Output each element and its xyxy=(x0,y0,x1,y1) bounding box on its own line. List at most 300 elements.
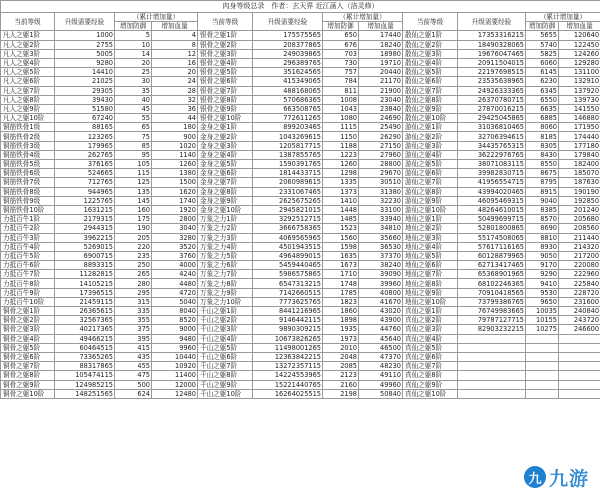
header-exp-1: 升级需要经验 xyxy=(253,13,323,31)
defense-cell: 250 xyxy=(115,261,152,270)
table-row xyxy=(1,288,600,297)
hp-cell: 225840 xyxy=(559,279,600,288)
table-row xyxy=(1,68,600,77)
defense-cell: 125 xyxy=(115,178,152,187)
hp-cell xyxy=(559,343,600,352)
exp-cell: 208377865 xyxy=(253,40,323,49)
hp-cell: 30510 xyxy=(359,178,403,187)
exp-cell: 148251565 xyxy=(55,389,115,398)
hp-cell: 8520 xyxy=(152,316,198,325)
exp-cell: 1000 xyxy=(55,31,115,40)
exp-cell: 34435765315 xyxy=(458,141,526,150)
hp-cell: 28 xyxy=(152,86,198,95)
level-cell: 金身之躯9阶 xyxy=(198,196,253,205)
exp-cell: 62713417465 xyxy=(458,261,526,270)
hp-cell: 3760 xyxy=(152,251,198,260)
hp-cell xyxy=(559,389,600,398)
hp-cell: 44 xyxy=(152,114,198,123)
defense-cell xyxy=(526,334,559,343)
hp-cell: 47370 xyxy=(359,352,403,361)
level-cell: 力抵百牛6阶 xyxy=(1,261,55,270)
hp-cell: 38240 xyxy=(359,261,403,270)
exp-cell: 40217365 xyxy=(55,325,115,334)
hp-cell: 33940 xyxy=(359,215,403,224)
hp-cell xyxy=(559,352,600,361)
level-cell: 银骨之躯7阶 xyxy=(198,86,253,95)
exp-cell: 73365265 xyxy=(55,352,115,361)
hp-cell: 1260 xyxy=(152,160,198,169)
level-cell: 游仙之躯10阶 xyxy=(403,205,458,214)
exp-cell: 6900715 xyxy=(55,251,115,260)
level-cell: 散仙之躯10阶 xyxy=(403,114,458,123)
hp-cell: 10920 xyxy=(152,362,198,371)
hp-cell: 32 xyxy=(152,95,198,104)
defense-cell: 145 xyxy=(115,196,152,205)
level-cell: 银骨之躯1阶 xyxy=(198,31,253,40)
hp-cell xyxy=(559,334,600,343)
hp-cell: 24 xyxy=(152,77,198,86)
defense-cell: 375 xyxy=(115,325,152,334)
defense-cell: 1560 xyxy=(323,233,359,242)
defense-cell: 1150 xyxy=(323,132,359,141)
exp-cell: 16264025515 xyxy=(253,389,323,398)
level-cell: 散仙之躯1阶 xyxy=(403,31,458,40)
level-cell: 地仙之躯9阶 xyxy=(403,288,458,297)
exp-cell: 73799386765 xyxy=(458,297,526,306)
table-row xyxy=(1,40,600,49)
defense-cell: 5 xyxy=(115,31,152,40)
defense-cell: 175 xyxy=(115,215,152,224)
level-cell: 地仙之躯8阶 xyxy=(403,279,458,288)
hp-cell: 4480 xyxy=(152,279,198,288)
defense-cell: 25 xyxy=(115,68,152,77)
table-row xyxy=(1,233,600,242)
defense-cell: 395 xyxy=(115,334,152,343)
exp-cell: 22197698515 xyxy=(458,68,526,77)
exp-cell: 249039865 xyxy=(253,49,323,58)
hp-cell: 4720 xyxy=(152,288,198,297)
level-cell: 游仙之躯8阶 xyxy=(403,187,458,196)
level-cell: 散仙之躯8阶 xyxy=(403,95,458,104)
header-hp-0: 增加血量 xyxy=(152,22,198,31)
defense-cell: 1823 xyxy=(323,297,359,306)
level-cell: 银骨之躯5阶 xyxy=(198,68,253,77)
defense-cell: 8060 xyxy=(526,123,559,132)
table-row xyxy=(1,362,600,371)
exp-cell: 1631215 xyxy=(55,205,115,214)
exp-cell: 39982830715 xyxy=(458,169,526,178)
hp-cell: 39960 xyxy=(359,279,403,288)
exp-cell: 24926333365 xyxy=(458,86,526,95)
exp-cell: 570686365 xyxy=(253,95,323,104)
defense-cell: 14 xyxy=(115,49,152,58)
level-cell: 万象之力5阶 xyxy=(198,251,253,260)
exp-cell: 17353316215 xyxy=(458,31,526,40)
hp-cell: 19710 xyxy=(359,58,403,67)
defense-cell: 8385 xyxy=(526,205,559,214)
exp-cell: 663508765 xyxy=(253,104,323,113)
hp-cell: 4 xyxy=(152,31,198,40)
hp-cell: 8040 xyxy=(152,307,198,316)
defense-cell: 1298 xyxy=(323,169,359,178)
defense-cell: 295 xyxy=(115,288,152,297)
exp-cell: 415349065 xyxy=(253,77,323,86)
level-cell: 银骨之躯6阶 xyxy=(198,77,253,86)
level-cell: 游仙之躯7阶 xyxy=(403,178,458,187)
exp-cell: 351624565 xyxy=(253,68,323,77)
hp-cell: 26290 xyxy=(359,132,403,141)
level-cell: 散仙之躯6阶 xyxy=(403,77,458,86)
hp-cell: 24690 xyxy=(359,114,403,123)
exp-cell: 899203465 xyxy=(253,123,323,132)
hp-cell: 180 xyxy=(152,123,198,132)
level-cell: 地仙之躯6阶 xyxy=(403,261,458,270)
hp-cell: 48230 xyxy=(359,362,403,371)
sheet-title: 肉身等级总录 作者：玄天界 近江菡人（洛灵修） xyxy=(1,1,600,13)
level-cell: 游仙之躯5阶 xyxy=(403,160,458,169)
table-row xyxy=(1,307,600,316)
hp-cell: 185070 xyxy=(559,169,600,178)
level-cell: 千山之躯10阶 xyxy=(198,389,253,398)
defense-cell: 8810 xyxy=(526,233,559,242)
level-cell: 力抵百牛3阶 xyxy=(1,233,55,242)
hp-cell: 18980 xyxy=(359,49,403,58)
header-hp-2: 增加血量 xyxy=(559,22,600,31)
defense-cell: 1635 xyxy=(323,251,359,260)
defense-cell: 315 xyxy=(115,297,152,306)
table-row xyxy=(1,123,600,132)
defense-cell: 6145 xyxy=(526,68,559,77)
table-row xyxy=(1,297,600,306)
defense-cell: 435 xyxy=(115,352,152,361)
level-cell: 铜筋铁骨6级 xyxy=(1,169,55,178)
hp-cell: 12 xyxy=(152,49,198,58)
header-defense-2: 增加防御 xyxy=(526,22,559,31)
hp-cell: 27960 xyxy=(359,150,403,159)
header-cumulative-2: （累计增加量） xyxy=(526,13,600,22)
defense-cell: 2198 xyxy=(323,389,359,398)
level-cell: 地仙之躯5阶 xyxy=(403,251,458,260)
exp-cell xyxy=(458,343,526,352)
exp-cell: 88165 xyxy=(55,123,115,132)
level-cell: 凡人之躯8阶 xyxy=(1,95,55,104)
defense-cell: 1523 xyxy=(323,224,359,233)
level-cell: 游仙之躯9阶 xyxy=(403,196,458,205)
exp-cell: 29305 xyxy=(55,86,115,95)
defense-cell: 1043 xyxy=(323,104,359,113)
exp-cell: 26365615 xyxy=(55,307,115,316)
exp-cell: 944965 xyxy=(55,187,115,196)
hp-cell: 2800 xyxy=(152,215,198,224)
level-cell: 银骨之躯10阶 xyxy=(198,114,253,123)
exp-cell: 2625675265 xyxy=(253,196,323,205)
table-row xyxy=(1,205,600,214)
exp-cell: 14410 xyxy=(55,68,115,77)
level-cell: 万象之力1阶 xyxy=(198,215,253,224)
hp-cell: 20440 xyxy=(359,68,403,77)
title-row xyxy=(1,1,600,13)
hp-cell: 222960 xyxy=(559,270,600,279)
exp-cell: 79787127715 xyxy=(458,316,526,325)
level-cell: 万象之力7阶 xyxy=(198,270,253,279)
table-row xyxy=(1,261,600,270)
level-cell: 散仙之躯2阶 xyxy=(403,40,458,49)
defense-cell: 265 xyxy=(115,270,152,279)
defense-cell: 220 xyxy=(115,242,152,251)
table-row xyxy=(1,77,600,86)
defense-cell: 8305 xyxy=(526,141,559,150)
level-cell: 力抵百牛1阶 xyxy=(1,215,55,224)
defense-cell: 1260 xyxy=(323,160,359,169)
level-cell: 真仙之躯4阶 xyxy=(403,334,458,343)
exp-cell: 60464515 xyxy=(55,343,115,352)
exp-cell: 12363842215 xyxy=(253,352,323,361)
level-cell: 游仙之躯1阶 xyxy=(403,123,458,132)
hp-cell: 900 xyxy=(152,132,198,141)
exp-cell: 18490328065 xyxy=(458,40,526,49)
level-cell: 金身之躯3阶 xyxy=(198,141,253,150)
level-cell: 金身之躯1阶 xyxy=(198,123,253,132)
level-cell: 千山之躯4阶 xyxy=(198,334,253,343)
hp-cell: 1740 xyxy=(152,196,198,205)
level-cell: 真仙之躯2阶 xyxy=(403,316,458,325)
level-cell: 千山之躯3阶 xyxy=(198,325,253,334)
level-cell: 铜骨之躯1阶 xyxy=(1,307,55,316)
table-row xyxy=(1,279,600,288)
table-row xyxy=(1,242,600,251)
level-cell: 铜筋铁骨4级 xyxy=(1,150,55,159)
exp-cell: 68102246365 xyxy=(458,279,526,288)
hp-cell: 33100 xyxy=(359,205,403,214)
level-cell: 铜筋铁骨8级 xyxy=(1,187,55,196)
exp-cell: 8893315 xyxy=(55,261,115,270)
defense-cell: 1410 xyxy=(323,196,359,205)
level-cell: 地仙之躯7阶 xyxy=(403,270,458,279)
table-row xyxy=(1,215,600,224)
exp-cell: 1225765 xyxy=(55,196,115,205)
defense-cell: 730 xyxy=(323,58,359,67)
hp-cell: 122450 xyxy=(559,40,600,49)
exp-cell: 124985215 xyxy=(55,380,115,389)
level-cell: 凡人之躯7阶 xyxy=(1,86,55,95)
exp-cell: 26370780715 xyxy=(458,95,526,104)
hp-cell: 16 xyxy=(152,58,198,67)
hp-cell: 1020 xyxy=(152,141,198,150)
exp-cell: 11282815 xyxy=(55,270,115,279)
level-cell: 银骨之躯4阶 xyxy=(198,58,253,67)
table-row xyxy=(1,169,600,178)
defense-cell: 355 xyxy=(115,316,152,325)
exp-cell: 41956554715 xyxy=(458,178,526,187)
table-row xyxy=(1,352,600,361)
defense-cell: 10 xyxy=(115,40,152,49)
exp-cell: 17396515 xyxy=(55,288,115,297)
defense-cell: 1860 xyxy=(323,307,359,316)
level-cell: 金身之躯4阶 xyxy=(198,150,253,159)
exp-cell: 36222976765 xyxy=(458,150,526,159)
defense-cell: 1008 xyxy=(323,95,359,104)
exp-cell: 38071083115 xyxy=(458,160,526,169)
table-row xyxy=(1,316,600,325)
exp-cell: 82903232215 xyxy=(458,325,526,334)
hp-cell: 25490 xyxy=(359,123,403,132)
defense-cell: 2160 xyxy=(323,380,359,389)
defense-cell: 8915 xyxy=(526,187,559,196)
level-cell: 游仙之躯4阶 xyxy=(403,150,458,159)
hp-cell: 1500 xyxy=(152,178,198,187)
exp-cell: 296389765 xyxy=(253,58,323,67)
exp-cell: 6547313215 xyxy=(253,279,323,288)
table-row xyxy=(1,49,600,58)
defense-cell: 8185 xyxy=(526,132,559,141)
level-cell: 散仙之躯9阶 xyxy=(403,104,458,113)
exp-cell: 262765 xyxy=(55,150,115,159)
level-cell: 万象之力8阶 xyxy=(198,279,253,288)
hp-cell: 139730 xyxy=(559,95,600,104)
level-cell: 金身之躯2阶 xyxy=(198,132,253,141)
level-cell: 千山之躯6阶 xyxy=(198,352,253,361)
level-cell: 银骨之躯9阶 xyxy=(198,104,253,113)
table-row xyxy=(1,389,600,398)
watermark-text: 九游 xyxy=(549,467,590,490)
hp-cell: 137920 xyxy=(559,86,600,95)
exp-cell xyxy=(458,352,526,361)
hp-cell: 50840 xyxy=(359,389,403,398)
hp-cell: 44760 xyxy=(359,325,403,334)
watermark-logo xyxy=(524,463,594,491)
level-cell: 铜筋铁骨5级 xyxy=(1,160,55,169)
defense-cell: 65 xyxy=(115,123,152,132)
hp-cell: 4240 xyxy=(152,270,198,279)
hp-cell: 29670 xyxy=(359,169,403,178)
level-cell: 千山之躯8阶 xyxy=(198,371,253,380)
defense-cell: 811 xyxy=(323,86,359,95)
hp-cell: 35660 xyxy=(359,233,403,242)
level-cell: 散仙之躯4阶 xyxy=(403,58,458,67)
table-row xyxy=(1,224,600,233)
hp-cell: 171950 xyxy=(559,123,600,132)
hp-cell: 8 xyxy=(152,40,198,49)
exp-cell: 11498001265 xyxy=(253,343,323,352)
table-row xyxy=(1,86,600,95)
level-cell: 真仙之躯1阶 xyxy=(403,307,458,316)
exp-cell: 3666758365 xyxy=(253,224,323,233)
defense-cell: 6345 xyxy=(526,86,559,95)
defense-cell: 6060 xyxy=(526,58,559,67)
exp-cell: 2179315 xyxy=(55,215,115,224)
level-cell: 力抵百牛8阶 xyxy=(1,279,55,288)
exp-cell: 9280 xyxy=(55,58,115,67)
defense-cell: 1448 xyxy=(323,205,359,214)
defense-cell: 135 xyxy=(115,187,152,196)
defense-cell: 45 xyxy=(115,104,152,113)
table-row xyxy=(1,251,600,260)
hp-cell xyxy=(559,371,600,380)
level-cell: 万象之力2阶 xyxy=(198,224,253,233)
level-cell: 万象之力3阶 xyxy=(198,233,253,242)
defense-cell: 703 xyxy=(323,49,359,58)
exp-cell: 50499699715 xyxy=(458,215,526,224)
defense-cell xyxy=(526,371,559,380)
exp-cell: 1387855765 xyxy=(253,150,323,159)
exp-cell: 52801800865 xyxy=(458,224,526,233)
exp-cell: 5005 xyxy=(55,49,115,58)
level-cell: 银骨之躯8阶 xyxy=(198,95,253,104)
defense-cell: 784 xyxy=(323,77,359,86)
hp-cell: 3520 xyxy=(152,242,198,251)
defense-cell: 9530 xyxy=(526,288,559,297)
level-cell: 金身之躯7阶 xyxy=(198,178,253,187)
level-cell: 真仙之躯7阶 xyxy=(403,362,458,371)
exp-cell: 4069565965 xyxy=(253,233,323,242)
level-cell: 铜骨之躯3阶 xyxy=(1,325,55,334)
defense-cell: 650 xyxy=(323,31,359,40)
defense-cell: 5740 xyxy=(526,40,559,49)
exp-cell: 179965 xyxy=(55,141,115,150)
defense-cell: 8690 xyxy=(526,224,559,233)
hp-cell xyxy=(559,362,600,371)
header-defense-1: 增加防御 xyxy=(323,22,359,31)
hp-cell: 5040 xyxy=(152,297,198,306)
exp-cell: 3292512715 xyxy=(253,215,323,224)
hp-cell: 129280 xyxy=(559,58,600,67)
exp-cell: 21459115 xyxy=(55,297,115,306)
exp-cell: 13272357115 xyxy=(253,362,323,371)
level-cell: 铜骨之躯5阶 xyxy=(1,343,55,352)
hp-cell: 10440 xyxy=(152,352,198,361)
hp-cell: 201240 xyxy=(559,205,600,214)
level-cell: 千山之躯5阶 xyxy=(198,343,253,352)
hp-cell: 177180 xyxy=(559,141,600,150)
hp-cell: 12000 xyxy=(152,380,198,389)
exp-cell: 10673826265 xyxy=(253,334,323,343)
hp-cell: 190190 xyxy=(559,187,600,196)
hp-cell: 37370 xyxy=(359,251,403,260)
hp-cell: 124260 xyxy=(559,49,600,58)
exp-cell: 1590391765 xyxy=(253,160,323,169)
hp-cell: 217200 xyxy=(559,251,600,260)
hp-cell: 17440 xyxy=(359,31,403,40)
defense-cell: 1710 xyxy=(323,270,359,279)
hp-cell: 192850 xyxy=(559,196,600,205)
defense-cell: 105 xyxy=(115,160,152,169)
header-exp-2: 升级需要经验 xyxy=(458,13,526,31)
hp-cell: 45640 xyxy=(359,334,403,343)
defense-cell: 6885 xyxy=(526,114,559,123)
hp-cell: 243720 xyxy=(559,316,600,325)
hp-cell: 9480 xyxy=(152,334,198,343)
defense-cell: 475 xyxy=(115,371,152,380)
defense-cell: 6635 xyxy=(526,104,559,113)
table-row xyxy=(1,114,600,123)
defense-cell: 1935 xyxy=(323,325,359,334)
exp-cell: 67240 xyxy=(55,114,115,123)
level-cell: 真仙之躯9阶 xyxy=(403,380,458,389)
hp-cell: 205680 xyxy=(559,215,600,224)
exp-cell: 2060989615 xyxy=(253,178,323,187)
level-cell: 万象之力9阶 xyxy=(198,288,253,297)
exp-cell: 5459440465 xyxy=(253,261,323,270)
level-cell: 铜骨之躯2阶 xyxy=(1,316,55,325)
exp-cell: 76749983665 xyxy=(458,307,526,316)
level-cell: 千山之躯2阶 xyxy=(198,316,253,325)
hp-cell: 49960 xyxy=(359,380,403,389)
exp-cell: 7142660515 xyxy=(253,288,323,297)
level-cell: 力抵百牛2阶 xyxy=(1,224,55,233)
header-cumulative-1: （累计增加量） xyxy=(323,13,403,22)
defense-cell: 9040 xyxy=(526,196,559,205)
defense-cell: 9170 xyxy=(526,261,559,270)
